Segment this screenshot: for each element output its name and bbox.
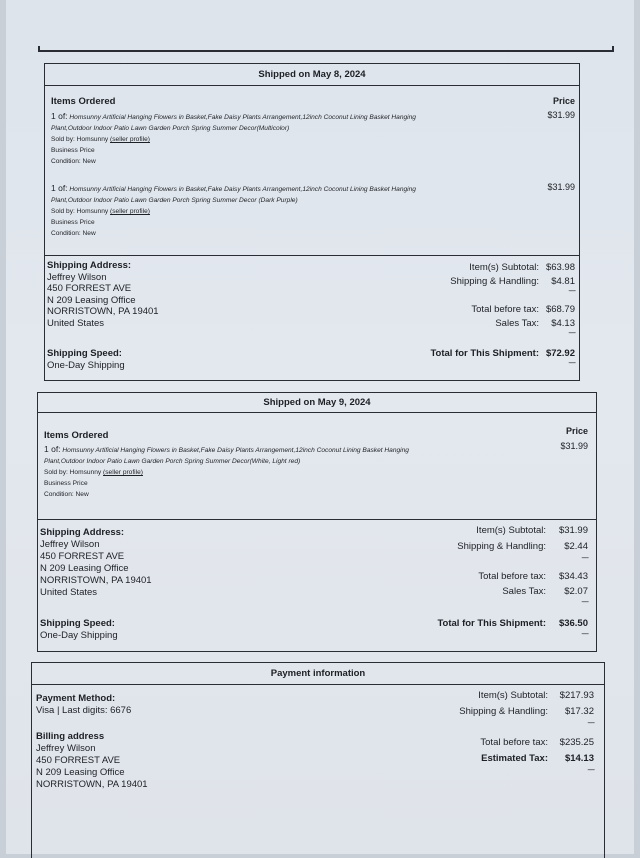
payment-method-block (36, 693, 131, 717)
dash-separator: ----- (568, 360, 575, 367)
payment-header: Payment information (32, 663, 604, 685)
price-heading: Price (565, 426, 588, 436)
payment-shipping-value: $17.32 (564, 706, 594, 717)
billing-address-label: Billing address (36, 731, 105, 742)
dash-separator: ----- (587, 720, 594, 727)
items-ordered-heading: Items Ordered (44, 430, 109, 441)
item-title-line2: Plant,Outdoor Indoor Patio Lawn Garden Porch Spring Summer Decor(White, Light red) (44, 458, 301, 465)
price-heading: Price (552, 96, 575, 106)
address-line: 450 FORREST AVE (47, 283, 132, 294)
dash-separator: ----- (587, 767, 594, 774)
shipment-total-value: $36.50 (558, 618, 588, 629)
shipping-label: Shipping & Handling: (450, 276, 539, 287)
item-title-line1: Homsunny Artificial Hanging Flowers in Basket,Fake Daisy Plants Arrangement,12inch Coconut Lining Basket Hanging (69, 114, 416, 121)
shipping-address-block (47, 260, 159, 329)
shipping-address-block (40, 527, 152, 599)
item-qty: 1 of: (44, 444, 61, 454)
condition: Condition: New (44, 491, 89, 498)
tax-label: Sales Tax: (502, 586, 546, 597)
item-price: $31.99 (547, 182, 575, 192)
sold-by: Sold by: Homsunny (51, 136, 109, 143)
address-line: NORRISTOWN, PA 19401 (47, 306, 159, 317)
item-title-line2: Plant,Outdoor Indoor Patio Lawn Garden Porch Spring Summer Decor (Dark Purple) (51, 197, 298, 204)
estimated-tax-label: Estimated Tax: (481, 753, 548, 764)
condition: Condition: New (51, 230, 96, 237)
address-line: 450 FORREST AVE (36, 755, 121, 766)
shipment-total-label: Total for This Shipment: (437, 618, 546, 629)
shipping-label: Shipping & Handling: (457, 541, 546, 552)
top-rule (38, 46, 614, 52)
section-divider (37, 519, 597, 520)
shipment-2-box (37, 392, 597, 652)
shipping-value: $2.44 (564, 541, 588, 552)
address-line: 450 FORREST AVE (40, 551, 125, 562)
business-price: Business Price (44, 480, 88, 487)
item-description (44, 444, 524, 500)
tax-value: $2.07 (564, 586, 588, 597)
item-description (51, 111, 521, 167)
address-line: United States (40, 587, 98, 598)
payment-before-tax-value: $235.25 (559, 737, 594, 748)
shipment-total-value: $72.92 (545, 348, 575, 359)
items-ordered-heading: Items Ordered (51, 96, 116, 107)
item-qty: 1 of: (51, 183, 68, 193)
shipping-value: $4.81 (551, 276, 575, 287)
shipping-address-label: Shipping Address: (40, 527, 125, 538)
payment-subtotal-value: $217.93 (559, 690, 594, 701)
business-price: Business Price (51, 147, 95, 154)
dash-separator: ----- (568, 330, 575, 337)
before-tax-label: Total before tax: (471, 304, 539, 315)
address-line: NORRISTOWN, PA 19401 (36, 779, 148, 790)
before-tax-label: Total before tax: (478, 571, 546, 582)
seller-profile-link[interactable]: (seller profile) (103, 469, 143, 476)
seller-profile-link[interactable]: (seller profile) (110, 136, 150, 143)
item-description (51, 183, 521, 239)
estimated-tax-value: $14.13 (564, 753, 594, 764)
payment-box (31, 662, 605, 858)
address-line: Jeffrey Wilson (40, 539, 100, 550)
item-title-line1: Homsunny Artificial Hanging Flowers in Basket,Fake Daisy Plants Arrangement,12inch Coconut Lining Basket Hanging (62, 447, 409, 454)
shipping-speed-label: Shipping Speed: (47, 348, 122, 359)
dash-separator: ----- (581, 631, 588, 638)
dash-separator: ----- (581, 555, 588, 562)
payment-method-value: Visa | Last digits: 6676 (36, 705, 132, 716)
payment-shipping-label: Shipping & Handling: (459, 706, 548, 717)
before-tax-value: $68.79 (545, 304, 575, 315)
shipment-total-label: Total for This Shipment: (430, 348, 539, 359)
address-line: United States (47, 317, 105, 329)
item-qty: 1 of: (51, 111, 68, 121)
subtotal-value: $63.98 (545, 262, 575, 273)
item-price: $31.99 (560, 441, 588, 451)
sold-by: Sold by: Homsunny (51, 208, 109, 215)
address-line: N 209 Leasing Office (47, 294, 136, 306)
shipping-speed-block (40, 618, 118, 642)
sold-by: Sold by: Homsunny (44, 469, 102, 476)
business-price: Business Price (51, 219, 95, 226)
shipping-speed-value: One-Day Shipping (40, 630, 118, 641)
shipment-2-header: Shipped on May 9, 2024 (38, 393, 596, 413)
tax-value: $4.13 (551, 318, 575, 329)
shipment-1-header: Shipped on May 8, 2024 (45, 64, 579, 86)
subtotal-value: $31.99 (558, 525, 588, 536)
item-title-line2: Plant,Outdoor Indoor Patio Lawn Garden Porch Spring Summer Decor(Multicolor) (51, 125, 290, 132)
tax-label: Sales Tax: (495, 318, 539, 329)
dash-separator: ----- (581, 599, 588, 606)
address-line: Jeffrey Wilson (36, 743, 96, 754)
section-divider (44, 255, 580, 256)
address-line: N 209 Leasing Office (40, 563, 129, 574)
address-line: N 209 Leasing Office (36, 767, 125, 778)
shipping-speed-block (47, 348, 125, 371)
address-line: Jeffrey Wilson (47, 271, 107, 283)
subtotal-label: Item(s) Subtotal: (469, 262, 539, 273)
payment-method-label: Payment Method: (36, 693, 116, 704)
seller-profile-link[interactable]: (seller profile) (110, 208, 150, 215)
address-line: NORRISTOWN, PA 19401 (40, 575, 152, 586)
payment-before-tax-label: Total before tax: (480, 737, 548, 748)
shipment-1-box (44, 63, 580, 381)
item-price: $31.99 (547, 110, 575, 120)
subtotal-label: Item(s) Subtotal: (476, 525, 546, 536)
before-tax-value: $34.43 (558, 571, 588, 582)
dash-separator: ----- (568, 288, 575, 295)
payment-subtotal-label: Item(s) Subtotal: (478, 690, 548, 701)
item-title-line1: Homsunny Artificial Hanging Flowers in Basket,Fake Daisy Plants Arrangement,12inch Coconut Lining Basket Hanging (69, 186, 416, 193)
shipping-address-label: Shipping Address: (47, 260, 132, 271)
shipping-speed-value: One-Day Shipping (47, 359, 125, 371)
condition: Condition: New (51, 158, 96, 165)
shipping-speed-label: Shipping Speed: (40, 618, 115, 629)
billing-address-block (36, 731, 148, 791)
